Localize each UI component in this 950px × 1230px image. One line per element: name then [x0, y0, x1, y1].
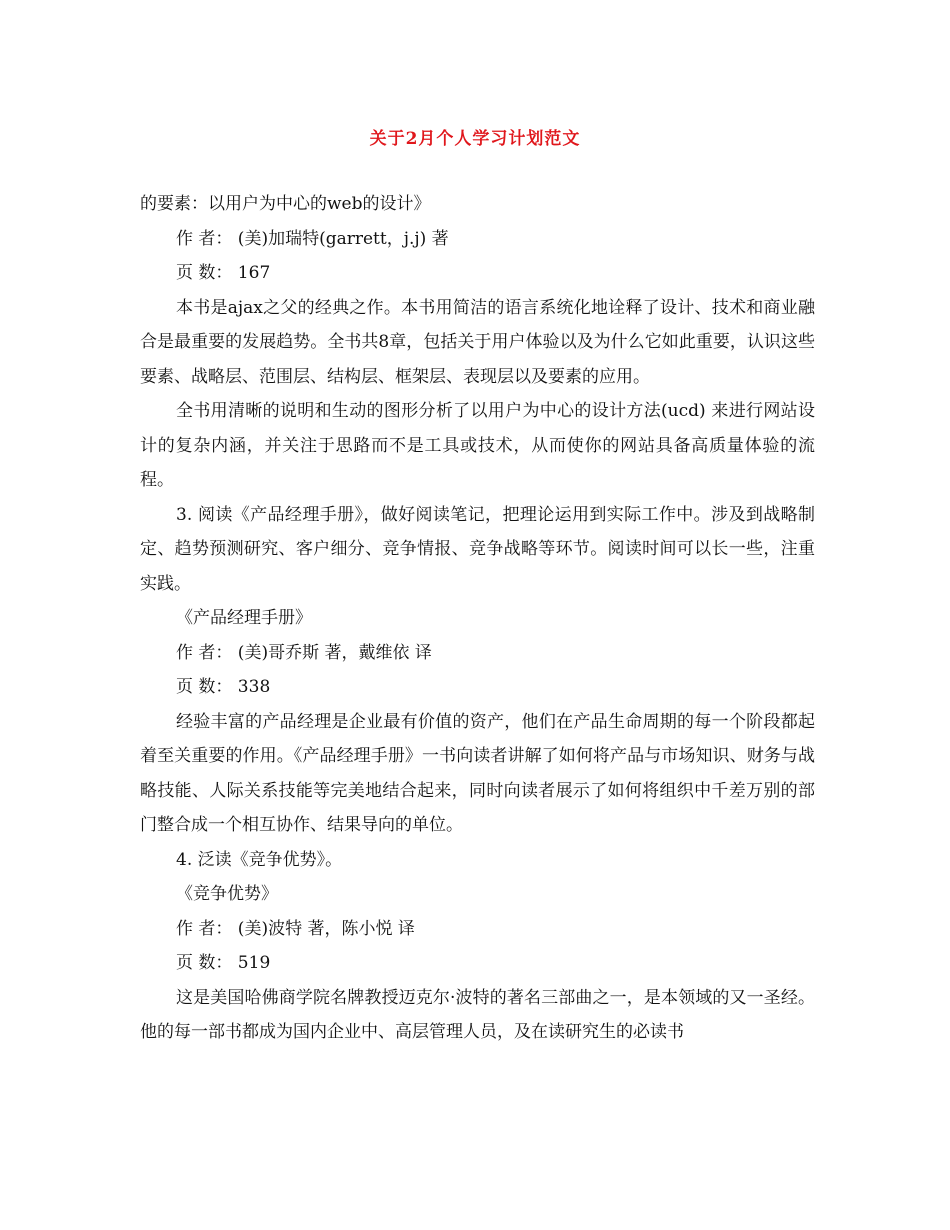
- paragraph: 本书是ajax之父的经典之作。本书用简洁的语言系统化地诠释了设计、技术和商业融合是最重要的发展趋势。全书共8章，包括关于用户体验以及为什么它如此重要，认识这些要素、战略层、范围层、结构层、框架层、表现层以及要素的应用。: [140, 297, 815, 387]
- author-line: 作 者： (美)哥乔斯 著，戴维依 译: [176, 642, 432, 663]
- paragraph: 经验丰富的产品经理是企业最有价值的资产，他们在产品生命周期的每一个阶段都起着至关重要的作用。《产品经理手册》一书向读者讲解了如何将产品与市场知识、财务与战略技能、人际关系技能等完美地结合起来，同时向读者展示了如何将组织中千差万别的部门整合成一个相互协作、结果导向的单位。: [140, 711, 815, 835]
- paragraph: 的要素：以用户为中心的web的设计》: [140, 194, 431, 214]
- author-line: 作 者： (美)加瑞特(garrett，j.j) 著: [176, 228, 449, 249]
- page-count-line: 页 数： 519: [176, 953, 271, 973]
- paragraph: 这是美国哈佛商学院名牌教授迈克尔·波特的著名三部曲之一，是本领域的又一圣经。他的每一部书都成为国内企业中、高层管理人员，及在读研究生的必读书: [140, 987, 815, 1042]
- book-title-line: 《产品经理手册》: [176, 608, 312, 628]
- page-count-line: 页 数： 167: [176, 263, 271, 283]
- document-body: [140, 187, 815, 1050]
- author-line: 作 者： (美)波特 著，陈小悦 译: [176, 918, 415, 939]
- paragraph: 3. 阅读《产品经理手册》，做好阅读笔记，把理论运用到实际工作中。涉及到战略制定、趋势预测研究、客户细分、竞争情报、竞争战略等环节。阅读时间可以长一些，注重实践。: [140, 504, 815, 594]
- section-heading: 4. 泛读《竞争优势》。: [176, 849, 343, 870]
- document-title: 关于2月个人学习计划范文: [369, 129, 581, 149]
- page-count-line: 页 数： 338: [176, 677, 271, 697]
- book-title-line: 《竞争优势》: [176, 884, 278, 904]
- paragraph: 全书用清晰的说明和生动的图形分析了以用户为中心的设计方法(ucd) 来进行网站设计的复杂内涵，并关注于思路而不是工具或技术，从而使你的网站具备高质量体验的流程。: [140, 401, 815, 490]
